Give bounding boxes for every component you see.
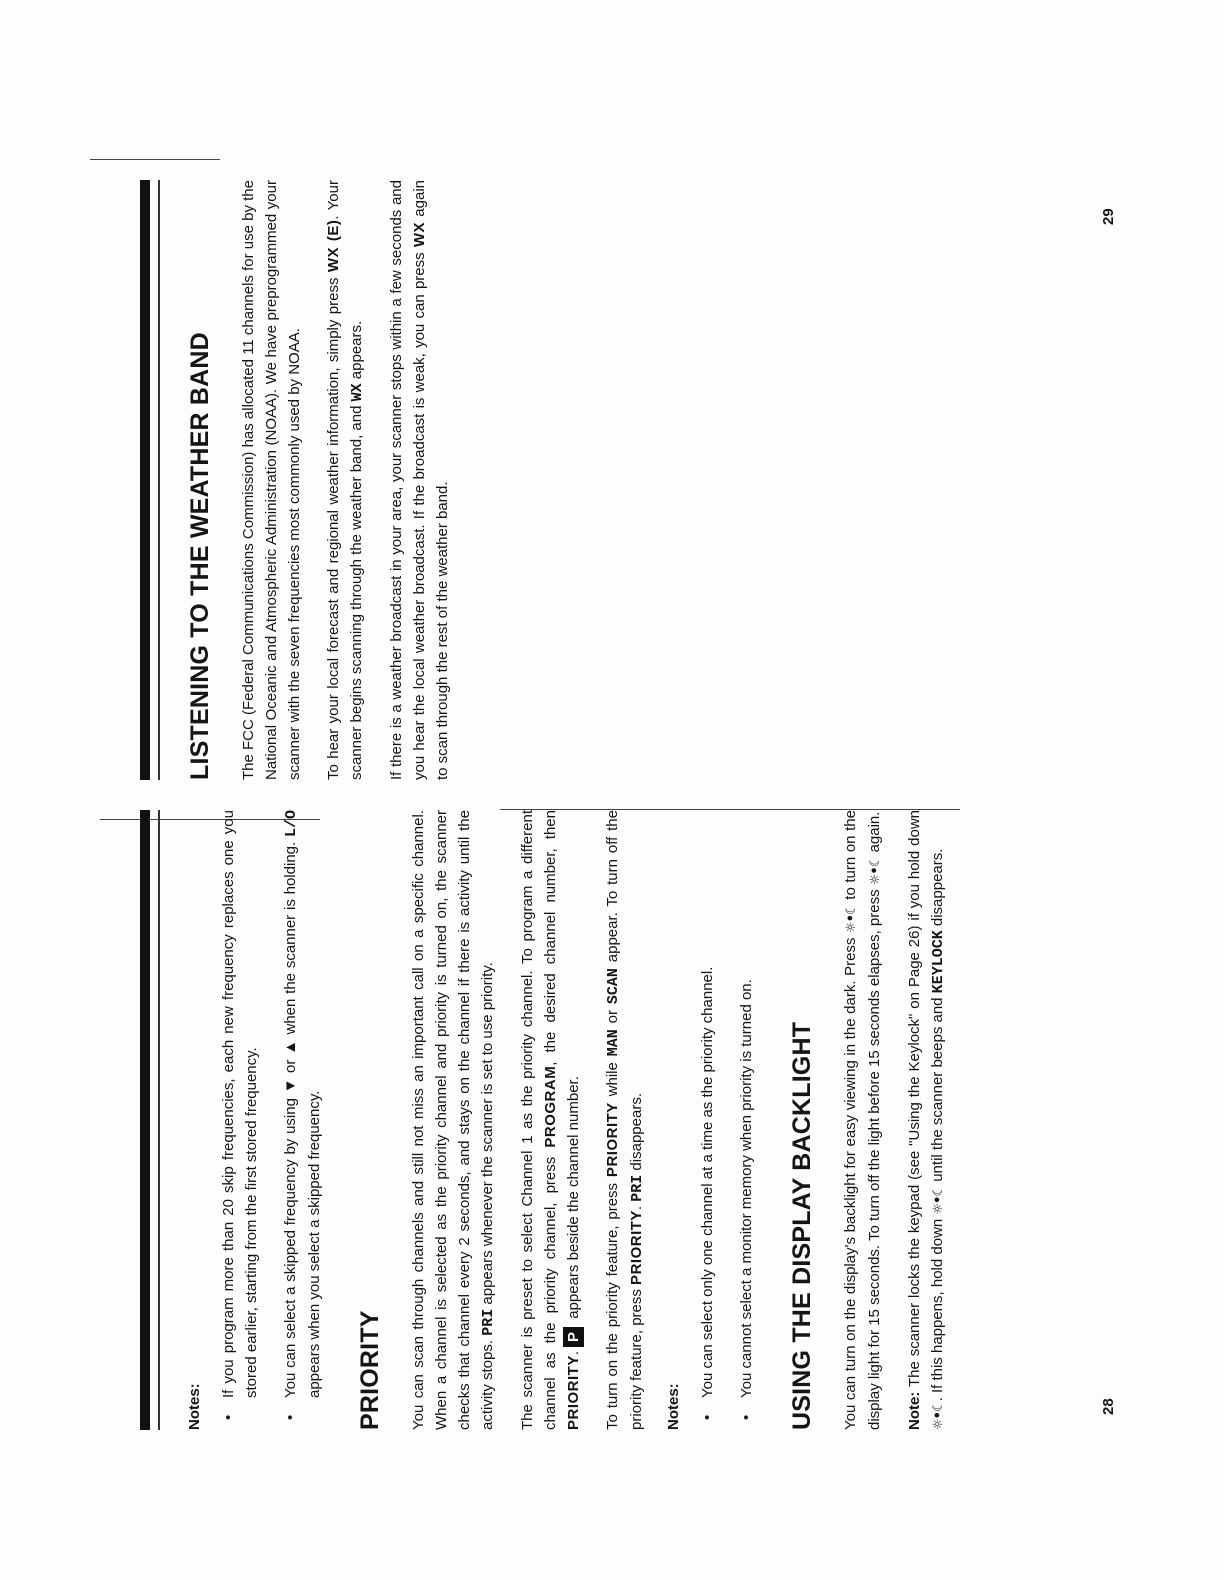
paragraph: To hear your local forecast and regional weather information, simply press WX (E). Your scanner begins scanning through the weather band, and WX appears. [325, 180, 366, 780]
paragraph: To turn on the priority feature, press PRIORITY while MAN or SCAN appear. To turn off the priority feature, press PRIORITY. PRI disappears. [604, 810, 646, 1430]
section-heading-backlight: USING THE DISPLAY BACKLIGHT [788, 1021, 816, 1430]
section-heading-weather: LISTENING TO THE WEATHER BAND [186, 332, 214, 780]
display-indicator: WX [349, 383, 366, 402]
light-key-icon: ☼•☾ [844, 904, 859, 933]
page-number: 29 [1100, 208, 1117, 225]
list-item: • If you program more than 20 skip frequencies, each new frequency replaces one you stored earlier, starting from the first stored frequency. [220, 810, 260, 1420]
paragraph: The scanner is preset to select Channel 1 as the priority channel. To program a different channel as the priority channel, press PROGRAM, the desired channel number, then PRIORITY.P appears beside the channel number. [519, 810, 582, 1430]
scan-line-top [90, 159, 220, 160]
display-indicator: SCAN [605, 968, 622, 1005]
notes-heading: Notes: [665, 1383, 682, 1430]
display-indicator: PRI [480, 1308, 497, 1336]
top-rule [140, 810, 150, 1430]
notes-heading: Notes: [186, 1383, 203, 1430]
paragraph: If there is a weather broadcast in your area, your scanner stops within a few seconds and you hear the local weather broadcast. If the broadcast is weak, you can press WX again to scan through the rest of the weather band. [388, 180, 451, 780]
page-29 [140, 180, 470, 780]
top-rule-thin [158, 180, 160, 780]
light-key-icon: ☼•☾ [931, 1185, 946, 1215]
display-indicator: MAN [605, 1029, 622, 1057]
paragraph: The FCC (Federal Communications Commission) has allocated 11 channels for use by the National Oceanic and Atmospheric Administration (NOAA). We have preprogrammed your scanner with the seven frequencies most commonly used by NOAA. [240, 180, 303, 780]
display-indicator: L/O [283, 810, 300, 838]
page-number: 28 [1100, 1398, 1117, 1415]
key-name: WX [411, 221, 428, 248]
note-label: Note: [906, 1391, 923, 1430]
light-key-icon: ☼•☾ [931, 1401, 946, 1430]
list-item: • You can select only one channel at a time as the priority channel. [699, 966, 716, 1420]
key-name: PRIORITY [628, 1210, 645, 1285]
paragraph: Note: The scanner locks the keypad (see "Using the Keylock" on Page 26) if you hold down ☼•☾. If this happens, hold down ☼•☾ until the scanner beeps and KEYLOCK disappears. [906, 810, 947, 1430]
page-28 [140, 810, 966, 1430]
notes-list [696, 810, 758, 1430]
key-name: WX (E) [325, 219, 342, 273]
paragraph: You can turn on the display's backlight for easy viewing in the dark. Press ☼•☾ to turn on the display light for 15 seconds. To turn off the light before 15 seconds elapses, press ☼•☾ again. [842, 810, 883, 1430]
key-name: PROGRAM [542, 1065, 559, 1148]
display-indicator: KEYLOCK [930, 930, 947, 994]
top-rule [140, 180, 150, 780]
display-indicator: PRI [629, 1174, 646, 1202]
key-name: PRIORITY [604, 1102, 621, 1178]
priority-icon: P [563, 1327, 584, 1347]
list-item: • You can select a skipped frequency by using ▼ or ▲ when the scanner is holding. L/O appears when you select a skipped frequency. [282, 810, 323, 1420]
paragraph: You can scan through channels and still not miss an important call on a specific channel. When a channel is selected as the priority channel and priority is turned on, the scanner checks that channel every 2 seconds, and stays on the channel if there is activity until the activity stops. PRI appears whenever the scanner is set to use priority. [410, 810, 497, 1430]
key-name: PRIORITY [565, 1355, 582, 1430]
section-heading-priority: PRIORITY [356, 1310, 384, 1430]
list-item: • You cannot select a monitor memory when priority is turned on. [738, 979, 755, 1420]
light-key-icon: ☼•☾ [868, 856, 883, 886]
top-rule-thin [158, 810, 160, 1430]
notes-list [217, 810, 326, 1430]
